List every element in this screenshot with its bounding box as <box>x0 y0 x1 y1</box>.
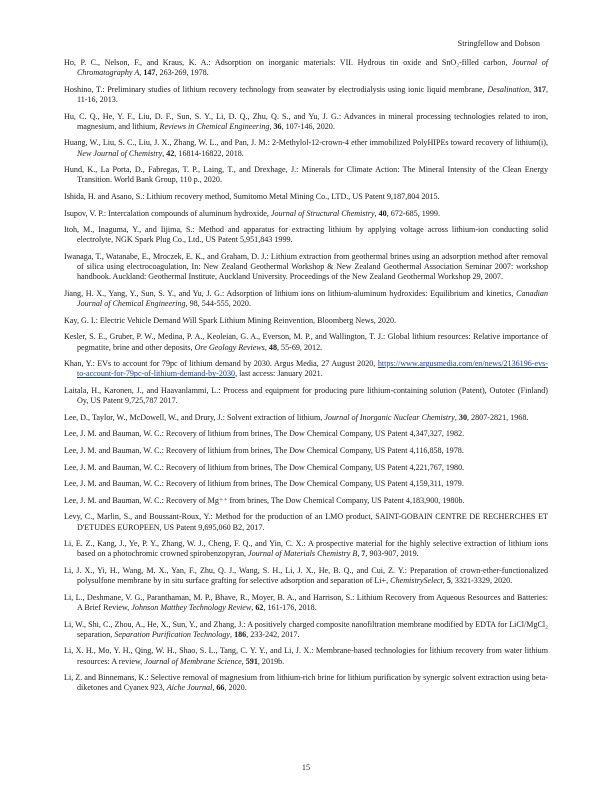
volume-number: 48 <box>268 342 277 352</box>
reference-text: , <box>529 84 534 94</box>
reference-text: , <box>241 656 246 666</box>
reference-entry <box>64 58 548 78</box>
journal-title: Journal of Structural Chemistry <box>270 208 375 218</box>
reference-entry <box>64 463 548 473</box>
reference-text: , 98, 544-555, 2020. <box>185 299 251 309</box>
reference-text: Lee, J. M. and Bauman, W. C.: Recovery of lithium from brines, The Dow Chemical Company, US Patent 4,116,858, 1978. <box>64 445 464 455</box>
journal-title: Johnson Matthey Technology Review <box>131 602 252 612</box>
reference-entry <box>64 446 548 456</box>
reference-text: , <box>454 412 459 422</box>
journal-title: Separation Purification Technology <box>114 629 231 639</box>
reference-text: Ishida, H. and Asano, S.: Lithium recovery method, Sumitomo Metal Mining Co., LTD., US Patent 9,187,804 2015. <box>64 191 440 201</box>
reference-text: , 2020. <box>224 683 247 693</box>
reference-entry <box>64 359 548 379</box>
reference-text: Li, X. H., Mo, Y. H., Qing, W. H., Shao, S. L., Tang, C. Y. Y., and Li, J. X.: Membrane-based technologies for lithium recovery from water lithium resources: A review, <box>64 646 548 666</box>
reference-text: , last access: January 2021. <box>235 369 323 379</box>
volume-number: 7 <box>361 549 366 559</box>
reference-entry <box>64 429 548 439</box>
reference-text: , 672-685, 1999. <box>386 208 440 218</box>
reference-entry <box>64 479 548 489</box>
reference-text: Li, L., Deshmane, V. G., Paranthaman, M. P., Bhave, R., Moyer, B. A., and Harrison, S.: Lithium Recovery from Aqueous Resources and Batteries: A Brief Review, <box>64 592 548 612</box>
journal-title: Journal of Materials Chemistry B <box>248 549 358 559</box>
journal-title: Ore Geology Reviews <box>194 342 265 352</box>
reference-entry <box>64 673 548 693</box>
reference-text: Li, E. Z., Kang, J., Ye, P. Y., Zhang, W. J., Cheng, F. Q., and Yin, C. X.: A prospective material for the highly selective extraction of lithium ions based on a photochromic crowned spirobenzopyran, <box>64 539 548 559</box>
reference-text: Lee, J. M. and Bauman, W. C.: Recovery of Mg⁺⁺ from brines, The Dow Chemical Company, US Patent 4,183,900, 1980b. <box>64 495 465 505</box>
page-number: 15 <box>301 763 311 772</box>
reference-text: , <box>251 602 256 612</box>
volume-number: 40 <box>378 208 387 218</box>
reference-text: , 2019b. <box>257 656 285 666</box>
reference-text: Li, W., Shi, C., Zhou, A., He, X., Sun, Y., and Zhang, J.: A positively charged composite nanofiltration membrane modified by EDTA for LiCl/MgCl₂ separation, <box>64 619 548 639</box>
reference-text: , 107-146, 2020. <box>281 121 335 131</box>
reference-entry <box>64 252 548 283</box>
volume-number: 62 <box>255 602 264 612</box>
reference-text: Lee, J. M. and Bauman, W. C.: Recovery of lithium from brines, The Dow Chemical Company, US Patent 4,159,311, 1979. <box>64 479 464 489</box>
reference-text: Kesler, S. E., Gruber, P. W., Medina, P. A., Keoleian, G. A., Everson, M. P., and Wallington, T. J.: Global lithium resources: Relative importance of pegmatite, brine and other deposits, <box>64 332 548 352</box>
reference-entry <box>64 332 548 352</box>
reference-text: Lee, J. M. and Bauman, W. C.: Recovery of lithium from brines, The Dow Chemical Company, US Patent 4,347,327, 1982. <box>64 429 465 439</box>
reference-text: Lee, D., Taylor, W., McDowell, W., and Drury, J.: Solvent extraction of lithium, <box>64 412 325 422</box>
journal-title: Journal of Membrane Science <box>144 656 242 666</box>
reference-text: , <box>139 68 144 78</box>
volume-number: 5 <box>446 576 451 586</box>
journal-title: Desalination <box>487 84 530 94</box>
reference-text: Laitala, H., Karonen, J., and Haavanlammi, L.: Process and equipment for producing pure lithium-containing solution (Patent), Outotec (Finland) Oy, US Patent 9,725,787 2017. <box>64 385 548 406</box>
reference-entry <box>64 496 548 506</box>
journal-title: Canadian Journal of Chemical Engineering <box>77 288 548 309</box>
reference-text: , <box>212 683 217 693</box>
reference-text: , 11-16, 2013. <box>77 84 548 104</box>
reference-entry <box>64 209 548 219</box>
reference-entry <box>64 566 548 586</box>
volume-number: 186 <box>234 629 247 639</box>
volume-number: 66 <box>216 683 225 693</box>
journal-title: ChemistrySelect <box>390 576 443 586</box>
reference-entry <box>64 539 548 559</box>
reference-text: , 3321-3329, 2020. <box>450 576 513 586</box>
reference-text: Iwanaga, T., Watanabe, E., Mroczek, E. K., and Graham, D. J.: Lithium extraction from geothermal brines using an adsorption method after removal of silica using electrocoagulation, In: New Zealand Geothermal Workshop & New Zealand Geothermal Association Seminar 2007: workshop handbook. Auckland: Geothermal Institute, Auckland University. Proceedings of the New Zealand Geothermal Workshop 29, 2007. <box>64 251 548 282</box>
reference-text: Li, J. X., Yi, H., Wang, M. X., Yan, F., Zhu, Q. J., Wang, S. H., Li, J. X., He, B. Q., and Cui, Z. Y.: Preparation of crown-ether-functionalized polysulfone membrane by in situ surface grafting for selective adsorption and separation of Li+, <box>64 565 548 586</box>
reference-entry <box>64 593 548 613</box>
reference-text: , 16814-16822, 2018. <box>174 148 244 158</box>
reference-entry <box>64 289 548 309</box>
reference-text: Hoshino, T.: Preliminary studies of lithium recovery technology from seawater by electrodialysis using ionic liquid membrane, <box>64 84 488 94</box>
volume-number: 591 <box>245 656 258 666</box>
reference-text: , <box>442 576 447 586</box>
reference-text: Isupov, V. P.: Intercalation compounds of aluminum hydroxide, <box>64 208 271 218</box>
reference-text: , <box>357 549 362 559</box>
reference-link[interactable]: https://www.argusmedia.com/en/news/2136196-evs-to-account-for-79pc-of-lithium-demand-by-2030 <box>77 359 548 379</box>
reference-entry <box>64 192 548 202</box>
reference-text: , 233-242, 2017. <box>246 629 300 639</box>
reference-text: , 2807-2821, 1968. <box>467 412 529 422</box>
journal-title: Journal of Chromatography A <box>77 58 549 78</box>
reference-entry <box>64 165 548 185</box>
reference-text: Itoh, M., Inaguma, Y., and Iijima, S.: Method and apparatus for extracting lithium by applying voltage across lithium-ion conducting solid electrolyte, NGK Spark Plug Co., Ltd., US Patent 5,951,843 1999. <box>64 225 548 245</box>
journal-title: Reviews in Chemical Engineering <box>159 121 270 131</box>
volume-number: 42 <box>166 148 175 158</box>
reference-list <box>64 58 548 700</box>
reference-text: , <box>269 121 274 131</box>
reference-text: , 161-176, 2018. <box>263 602 317 612</box>
reference-text: Hu, C. Q., He, Y. F., Liu, D. F., Sun, S. Y., Li, D. Q., Zhu, Q. S., and Yu, J. G.: Advances in mineral processing technologies related to iron, magnesium, and lithium, <box>64 111 548 131</box>
reference-text: Lee, J. M. and Bauman, W. C.: Recovery of lithium from brines, The Dow Chemical Company, US Patent 4,221,767, 1980. <box>64 462 465 472</box>
reference-text: Khan, Y.: EVs to account for 79pc of lithium demand by 2030. Argus Media, 27 August 2020, <box>64 359 378 369</box>
reference-text: Huang, W., Liu, S. C., Liu, J. X., Zhang, W. L., and Pan, J. M.: 2-Methylol-12-crown-4 ether immobilized PolyHIPEs toward recovery of lithium(i), <box>64 138 548 148</box>
reference-text: , 903-907, 2019. <box>365 549 419 559</box>
journal-title: Aiche Journal <box>166 683 213 693</box>
reference-text: , <box>374 208 379 218</box>
reference-entry <box>64 646 548 666</box>
reference-entry <box>64 85 548 105</box>
reference-entry <box>64 512 548 532</box>
reference-entry <box>64 386 548 406</box>
volume-number: 147 <box>143 68 156 78</box>
reference-entry <box>64 620 548 640</box>
reference-entry <box>64 138 548 158</box>
volume-number: 317 <box>533 84 546 94</box>
journal-title: New Journal of Chemistry <box>77 148 163 158</box>
reference-entry <box>64 316 548 326</box>
reference-text: Kay, G. I.: Electric Vehicle Demand Will Spark Lithium Mining Reinvention, Bloomberg News, 2020. <box>64 315 397 325</box>
running-head: Stringfellow and Dobson <box>457 39 540 48</box>
volume-number: 30 <box>458 412 468 422</box>
reference-text: , <box>162 148 167 158</box>
reference-text: Jiang, H. X., Yang, Y., Sun, S. Y., and Yu, J. G.: Adsorption of lithium ions on lithium-aluminum hydroxides: Equilibrium and kinetics, <box>64 288 517 298</box>
reference-entry <box>64 413 548 423</box>
reference-entry <box>64 225 548 245</box>
reference-text: Levy, C., Marlin, S., and Boussant-Roux, Y.: Method for the production of an LMO product, SAINT-GOBAIN CENTRE DE RECHERCHES ET D'ETUDES EUROPEEN, US Patent 9,695,060 B2, 2017. <box>64 512 548 532</box>
reference-text: , <box>230 629 235 639</box>
journal-title: Journal of Inorganic Nuclear Chemistry <box>324 412 455 422</box>
reference-text: Ho, P. C., Nelson, F., and Kraus, K. A.: Adsorption on inorganic materials: VII. Hydrous tin oxide and SnO₂-filled carbon, <box>64 58 512 67</box>
reference-text: , 55-69, 2012. <box>276 342 323 352</box>
volume-number: 36 <box>273 121 282 131</box>
reference-entry <box>64 112 548 132</box>
reference-text: , 263-269, 1978. <box>155 68 209 78</box>
reference-text: Li, Z. and Binnemans, K.: Selective removal of magnesium from lithium-rich brine for lithium purification by synergic solvent extraction using beta-diketones and Cyanex 923, <box>64 673 548 693</box>
reference-text: Hund, K., La Porta, D., Fabregas, T. P., Laing, T., and Drexhage, J.: Minerals for Climate Action: The Mineral Intensity of the Clean Energy Transition. World Bank Group, 110 p., 2020. <box>64 165 548 185</box>
reference-text: , <box>264 342 269 352</box>
